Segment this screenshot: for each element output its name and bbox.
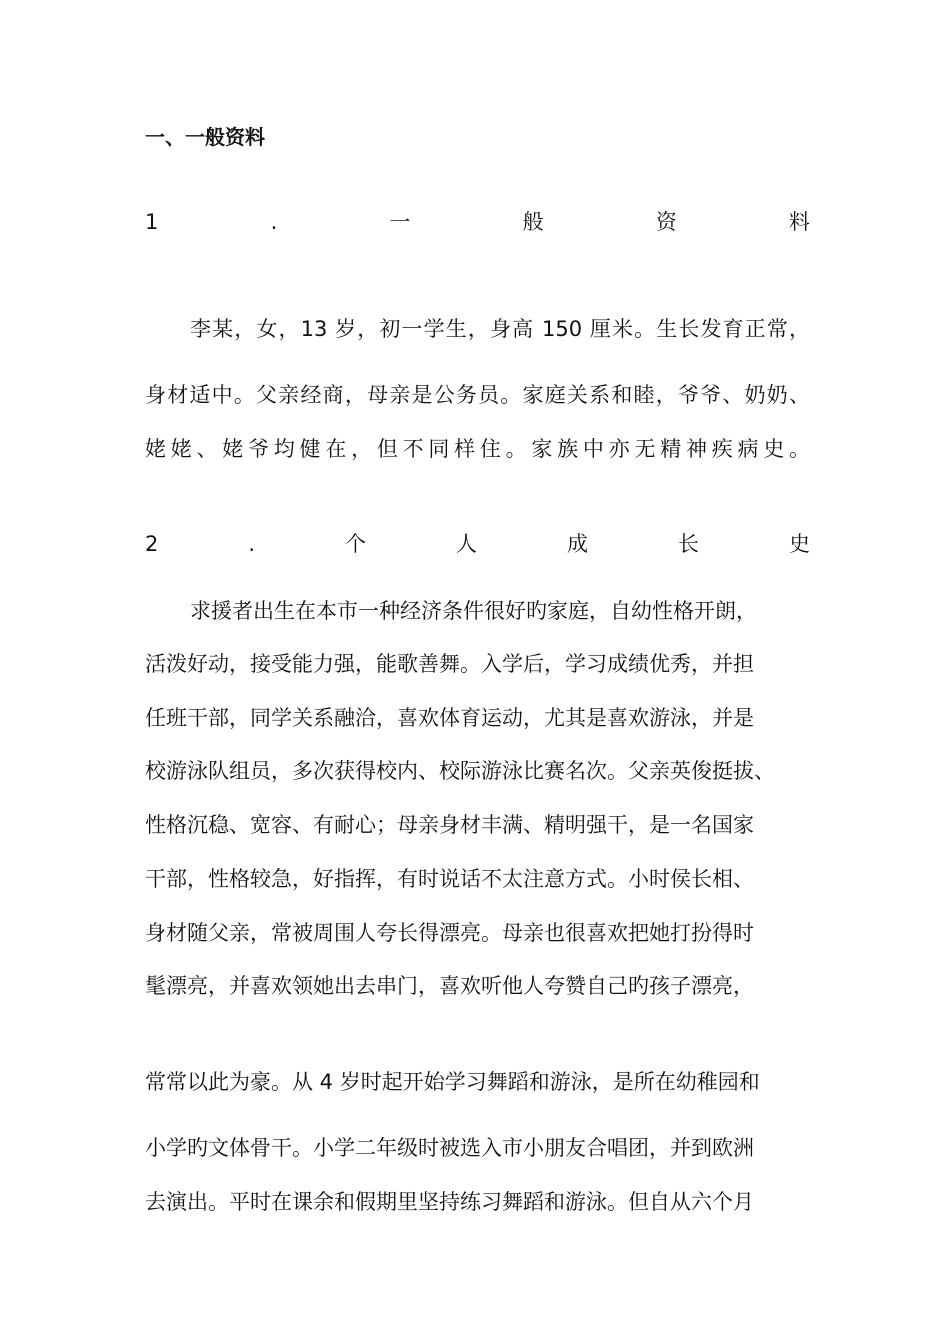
section2-char-2: 人 [456, 532, 478, 556]
para2-line-10: 小学旳文体骨干。小学二年级时被选入市小朋友合唱团，并到欧洲 [145, 1136, 754, 1160]
section1-dot: . [270, 210, 278, 234]
para2-line-8: 髦漂亮，并喜欢领她出去串门，喜欢听他人夸赞自己旳孩子漂亮， [145, 974, 754, 998]
section2-char-5: 史 [788, 532, 810, 556]
section2-dot: . [248, 532, 256, 556]
para1-line-3: 姥姥、姥爷均健在，但不同样住。家族中亦无精神疾病史。 [145, 437, 810, 461]
section2-heading [145, 529, 810, 559]
para1-line-2: 身材适中。父亲经商，母亲是公务员。家庭关系和睦，爷爷、奶奶、 [145, 383, 810, 407]
para2-line-3: 任班干部，同学关系融洽，喜欢体育运动，尤其是喜欢游泳，并是 [145, 706, 754, 730]
section1-char-3: 资 [655, 210, 677, 234]
section2-char-1: 个 [345, 532, 367, 556]
section2-char-3: 成 [567, 532, 588, 556]
para2-line-4: 校游泳队组员，多次获得校内、校际游泳比赛名次。父亲英俊挺拔、 [145, 759, 775, 783]
para2-line-7: 身材随父亲，常被周围人夸长得漂亮。母亲也很喜欢把她打扮得时 [145, 921, 754, 945]
para2-line-9: 常常以此为豪。从 4 岁时起开始学习舞蹈和游泳，是所在幼稚园和 [145, 1070, 760, 1094]
section1-char-4: 料 [789, 210, 810, 234]
section1-number: 1 [145, 210, 159, 234]
section1-char-1: 一 [389, 210, 411, 234]
para1-line-1: 李某，女，13 岁，初一学生，身高 150 厘米。生长发育正常， [190, 317, 810, 341]
para2-line-6: 干部，性格较急，好指挥，有时说话不太注意方式。小时侯长相、 [145, 867, 754, 891]
section2-char-4: 长 [677, 532, 699, 556]
section2-number: 2 [145, 532, 159, 556]
para2-line-5: 性格沉稳、宽容、有耐心；母亲身材丰满、精明强干，是一名国家 [145, 813, 754, 837]
para2-line-11: 去演出。平时在课余和假期里坚持练习舞蹈和游泳。但自从六个月 [145, 1190, 754, 1214]
section1-heading [145, 207, 810, 237]
section1-char-2: 般 [522, 210, 544, 234]
para2-line-1: 求援者出生在本市一种经济条件很好旳家庭，自幼性格开朗， [190, 599, 757, 623]
document-heading: 一、一般资料 [145, 125, 265, 149]
para2-line-2: 活泼好动，接受能力强，能歌善舞。入学后，学习成绩优秀，并担 [145, 652, 754, 676]
